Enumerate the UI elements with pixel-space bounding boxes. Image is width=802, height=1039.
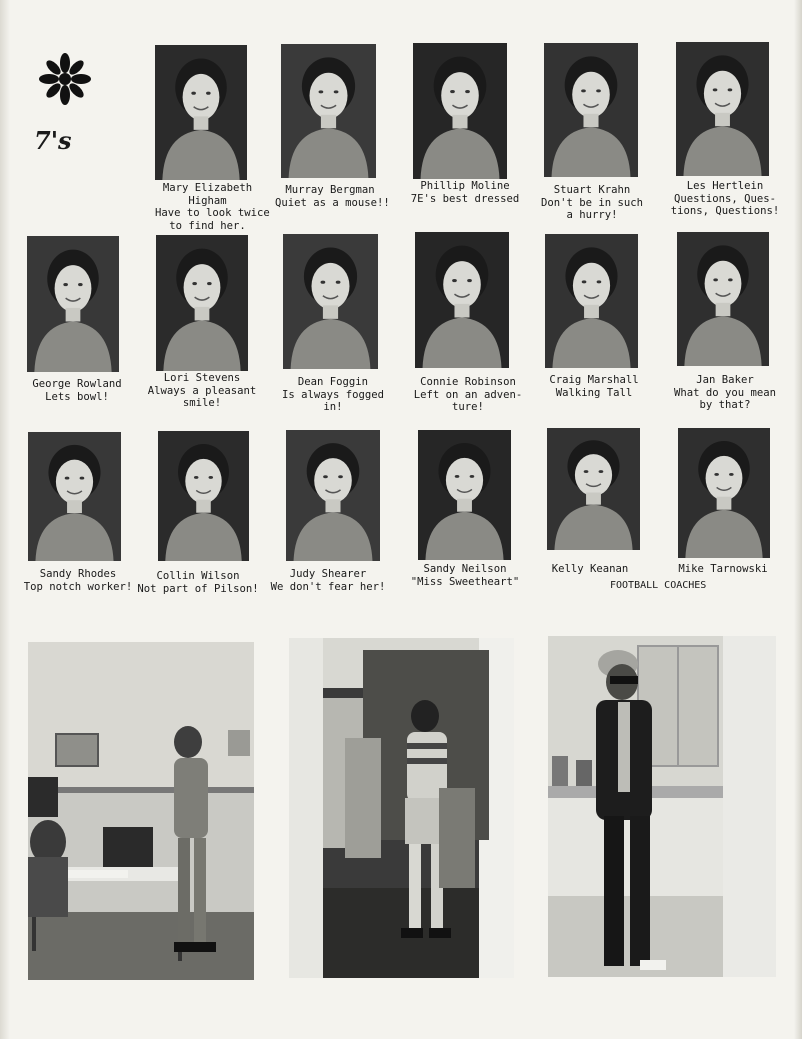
student-caption (408, 376, 528, 414)
student-portrait (677, 232, 769, 366)
student-name: Judy Shearer (289, 568, 367, 580)
student-caption-line: tions, Questions! (670, 205, 780, 217)
student-portrait (28, 432, 121, 561)
student-caption (668, 563, 778, 576)
student-caption-line: ture! (452, 401, 484, 413)
student-caption (665, 180, 785, 218)
student-caption-line: to find her. (169, 219, 246, 232)
student-caption-line: We don't fear her! (270, 580, 386, 593)
student-caption-line: Is always fogged (281, 388, 385, 401)
page-edge-right (794, 0, 802, 1039)
student-name: Mary Elizabeth (162, 182, 253, 194)
student-portrait (676, 42, 769, 176)
student-caption (532, 184, 652, 222)
student-caption (538, 374, 650, 399)
student-caption-line: 7E's best dressed (410, 192, 520, 205)
grade-heading: 7's (34, 126, 72, 155)
student-caption-line: "Miss Sweetheart" (410, 575, 520, 588)
student-caption (155, 182, 270, 232)
student-caption (266, 568, 390, 593)
student-portrait (544, 43, 638, 177)
student-caption (132, 570, 264, 595)
student-caption-line: Lets bowl! (45, 390, 109, 403)
student-portrait (155, 45, 247, 180)
candid-photo-costume (548, 636, 776, 977)
student-caption-line: Questions, Ques- (673, 192, 777, 205)
student-name: Phillip Moline (420, 180, 510, 192)
student-name: Murray Bergman (285, 184, 375, 196)
student-caption-line: Not part of Pilson! (137, 582, 259, 595)
student-caption (142, 372, 262, 410)
student-name: Sandy Neilson (423, 563, 507, 575)
coaches-label: FOOTBALL COACHES (610, 580, 707, 591)
student-name: Jan Baker (696, 374, 754, 386)
student-portrait (547, 428, 640, 550)
asterisk-icon (38, 52, 92, 106)
page-edge-left (0, 0, 10, 1039)
student-name: Connie Robinson (420, 376, 516, 388)
student-caption-line: a hurry! (566, 209, 618, 221)
student-name: Collin Wilson (156, 570, 240, 582)
student-portrait (283, 234, 378, 369)
student-portrait (413, 43, 507, 179)
student-name: Lori Stevens (163, 372, 241, 384)
student-caption-line: Higham (188, 194, 227, 207)
student-caption (545, 563, 635, 576)
student-name: George Rowland (32, 378, 122, 390)
student-portrait (286, 430, 380, 561)
student-caption-line: Left on an adven- (413, 388, 523, 401)
student-name: Dean Foggin (297, 376, 369, 388)
student-portrait (415, 232, 509, 368)
student-portrait (545, 234, 638, 368)
student-caption (278, 376, 388, 414)
student-caption-line: Don't be in such (540, 196, 644, 209)
candid-photo-classroom (28, 642, 254, 980)
student-caption-line: Quiet as a mouse!! (275, 196, 390, 209)
student-name: Sandy Rhodes (39, 568, 117, 580)
student-caption (18, 568, 138, 593)
student-portrait (678, 428, 770, 558)
candid-photo-doorway (289, 638, 514, 978)
student-caption (22, 378, 132, 403)
student-name: Les Hertlein (686, 180, 764, 192)
student-caption-line: in! (323, 401, 343, 413)
student-caption-line: smile! (182, 397, 222, 409)
student-caption (665, 374, 785, 412)
student-portrait (158, 431, 249, 561)
student-caption-line: Have to look twice (155, 207, 270, 219)
student-caption-line: What do you mean (673, 386, 777, 399)
student-caption (406, 563, 524, 588)
student-portrait (27, 236, 119, 372)
student-name: Craig Marshall (549, 374, 639, 386)
student-caption-line: Walking Tall (555, 386, 633, 399)
student-portrait (418, 430, 511, 560)
student-caption-line: Always a pleasant (147, 384, 257, 397)
student-name: Kelly Keanan (551, 563, 629, 575)
student-portrait (281, 44, 376, 178)
student-portrait (156, 235, 248, 371)
student-name: Mike Tarnowski (678, 563, 768, 575)
student-caption-line: Top notch worker! (23, 580, 133, 593)
student-caption-line: by that? (699, 399, 751, 411)
student-name: Stuart Krahn (553, 184, 631, 196)
student-caption (405, 180, 525, 205)
student-caption (275, 184, 390, 209)
